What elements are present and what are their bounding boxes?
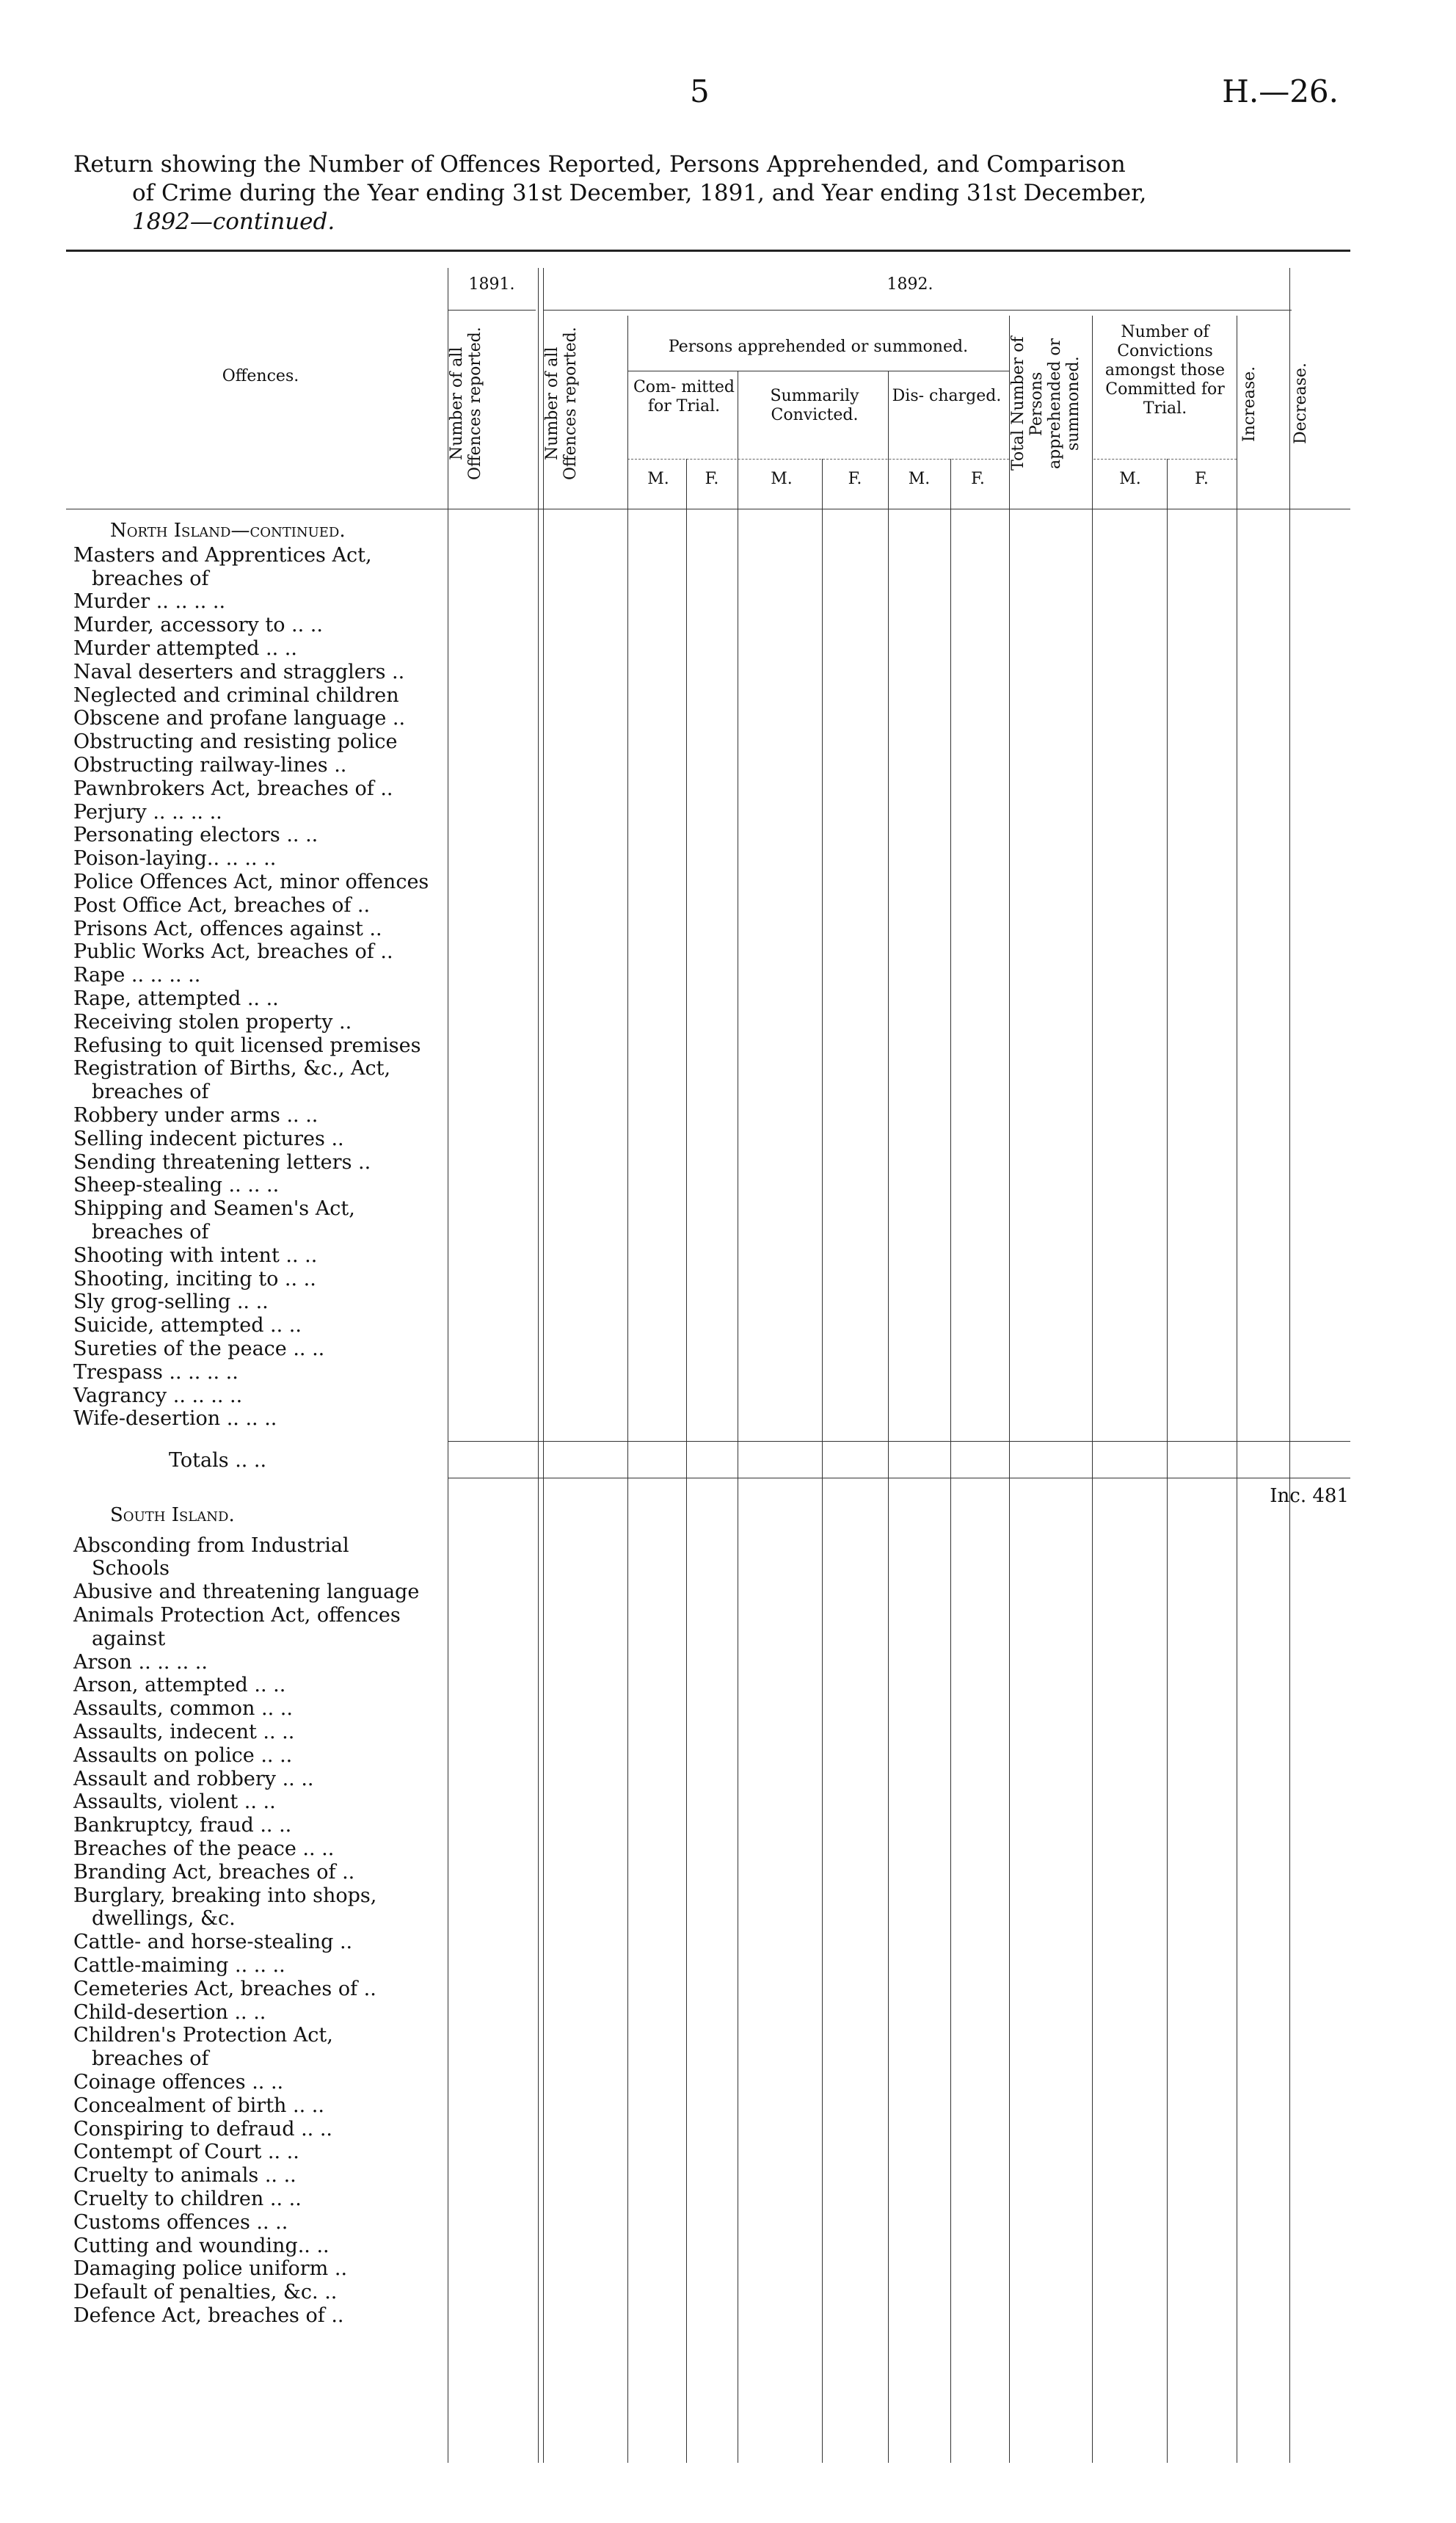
offence-name: Suicide, attempted .. .. [73,1314,302,1337]
offence-name: Public Works Act, breaches of .. [73,940,393,964]
offence-name: Prisons Act, offences against .. [73,917,382,940]
offence-name: Totals .. .. [169,1449,267,1473]
header-summarily-f: F. [848,470,862,488]
offence-name: Sureties of the peace .. .. [73,1337,325,1360]
offence-name: Arson, attempted .. .. [73,1674,286,1697]
offence-name-line-2: Schools [92,1557,170,1580]
offence-name: Coinage offences .. .. [73,2071,284,2094]
offence-name: Arson .. .. .. .. [73,1650,208,1674]
header-persons: Persons apprehended or summoned. [668,338,969,356]
offence-name: Shipping and Seamen's Act, [73,1197,355,1221]
offence-name: Child-desertion .. .. [73,2000,266,2024]
offence-name: Rape .. .. .. .. [73,964,201,987]
header-discharged-f: F. [971,470,985,488]
offence-name: Breaches of the peace .. .. [73,1837,335,1860]
offence-name-line-2: against [92,1627,166,1650]
offence-name: Damaging police uniform .. [73,2257,348,2281]
title-line-3: 1892—continued. [132,208,335,235]
offence-name: Cemeteries Act, breaches of .. [73,1977,376,2000]
offence-name: Bankruptcy, fraud .. .. [73,1814,292,1837]
header-num-reported-1892: Number of all Offences reported. [543,327,580,481]
header-summarily-m: M. [771,470,793,488]
offence-name-line-2: breaches of [92,1221,209,1244]
offence-name: Cutting and wounding.. .. [73,2234,330,2257]
offence-name-line-2: breaches of [92,2047,209,2071]
offence-name: Cattle- and horse-stealing .. [73,1931,353,1954]
offence-name: Branding Act, breaches of .. [73,1860,355,1884]
offence-name: Assaults, indecent .. .. [73,1721,295,1743]
offence-name: Personating electors .. .. [73,824,318,847]
offence-name: Obscene and profane language .. [73,707,406,730]
offence-name: Animals Protection Act, offences [73,1604,401,1627]
offence-name: Assaults, common .. .. [73,1697,293,1721]
offence-name-line-2: breaches of [92,1081,209,1104]
title-line-2: of Crime during the Year ending 31st December, 1891, and Year ending 31st December, [132,180,1147,206]
offence-name: Trespass .. .. .. .. [73,1360,239,1384]
page-title [73,150,1350,236]
offence-name-line-2: dwellings, &c. [92,1907,236,1931]
title-line-1: Return showing the Number of Offences Reported, Persons Apprehended, and Comparison [73,151,1126,178]
offence-name: Children's Protection Act, [73,2024,333,2047]
document-code: H.—26. [1222,73,1339,109]
offence-name: Assault and robbery .. .. [73,1767,314,1790]
offence-name: Concealment of birth .. .. [73,2094,324,2117]
offence-name: Shooting, inciting to .. .. [73,1267,316,1290]
offence-name: Murder attempted .. .. [73,637,297,660]
header-summarily: Summarily Convicted. [770,387,859,424]
offence-name: Wife-desertion .. .. .. [73,1407,277,1431]
offence-name-line-2: breaches of [92,567,209,590]
offence-name: Post Office Act, breaches of .. [73,893,371,917]
header-committed-m: M. [647,470,669,488]
offence-name: Default of penalties, &c. .. [73,2281,338,2304]
offence-name: Cruelty to children .. .. [73,2188,302,2210]
header-convictions-f: F. [1195,470,1209,488]
page-number: 5 [690,73,710,109]
offence-name: Conspiring to defraud .. .. [73,2117,332,2141]
header-committed-f: F. [705,470,719,488]
offence-name: Shooting with intent .. .. [73,1244,318,1267]
header-offences: Offences. [222,367,299,385]
offence-name: Obstructing and resisting police [73,730,398,754]
offence-name: Cruelty to animals .. .. [73,2164,296,2188]
section-heading: South Island. [110,1503,235,1526]
section-heading: North Island—continued. [110,520,346,542]
header-year-1892: 1892. [887,275,933,294]
offence-name: Sheep-stealing .. .. .. [73,1174,280,1197]
offence-name: Poison-laying.. .. .. .. [73,847,277,871]
offence-name: Police Offences Act, minor offences [73,871,429,893]
offence-name: Registration of Births, &c., Act, [73,1057,391,1081]
header-committed: Com- mitted for Trial. [633,378,735,415]
offence-name: Assaults on police .. .. [73,1743,293,1767]
offence-name: Murder, accessory to .. .. [73,614,323,637]
offence-name: Defence Act, breaches of .. [73,2304,344,2327]
offence-name: Masters and Apprentices Act, [73,543,372,567]
header-convictions: Number of Convictions amongst those Committed for Trial. [1104,323,1226,418]
header-decrease: Decrease. [1292,363,1310,445]
increase-net-note: Inc. 481 [1270,1485,1349,1508]
top-rule [66,250,1350,252]
offence-name: Perjury .. .. .. .. [73,800,222,824]
header-num-reported-1891: Number of all Offences reported. [448,327,484,481]
header-convictions-m: M. [1119,470,1141,488]
offence-name: Selling indecent pictures .. [73,1127,344,1150]
offence-name: Robbery under arms .. .. [73,1104,318,1127]
offence-name: Murder .. .. .. .. [73,590,226,614]
offence-name: Absconding from Industrial [73,1533,349,1557]
offence-name: Vagrancy .. .. .. .. [73,1384,243,1407]
offence-name: Neglected and criminal children [73,683,399,707]
offence-name: Refusing to quit licensed premises [73,1034,421,1057]
offence-name: Abusive and threatening language [73,1580,420,1604]
offence-name: Obstructing railway-lines .. [73,754,347,777]
header-discharged: Dis- charged. [892,387,1002,405]
offence-name: Pawnbrokers Act, breaches of .. [73,777,393,800]
offence-name: Sending threatening letters .. [73,1150,371,1174]
offence-name: Receiving stolen property .. [73,1010,352,1034]
offence-name: Assaults, violent .. .. [73,1790,276,1814]
offence-name: Naval deserters and stragglers .. [73,660,405,683]
header-total-persons: Total Number of Persons apprehended or summoned. [1009,336,1082,471]
offence-name: Rape, attempted .. .. [73,987,279,1010]
totals-rule [448,1441,1350,1442]
header-increase: Increase. [1240,366,1259,442]
offence-name: Customs offences .. .. [73,2210,288,2234]
offence-name: Burglary, breaking into shops, [73,1884,377,1907]
header-discharged-m: M. [908,470,931,488]
offence-name: Sly grog-selling .. .. [73,1290,269,1314]
offence-name: Cattle-maiming .. .. .. [73,1954,285,1977]
offence-name: Contempt of Court .. .. [73,2141,299,2164]
header-year-1891: 1891. [468,275,515,294]
